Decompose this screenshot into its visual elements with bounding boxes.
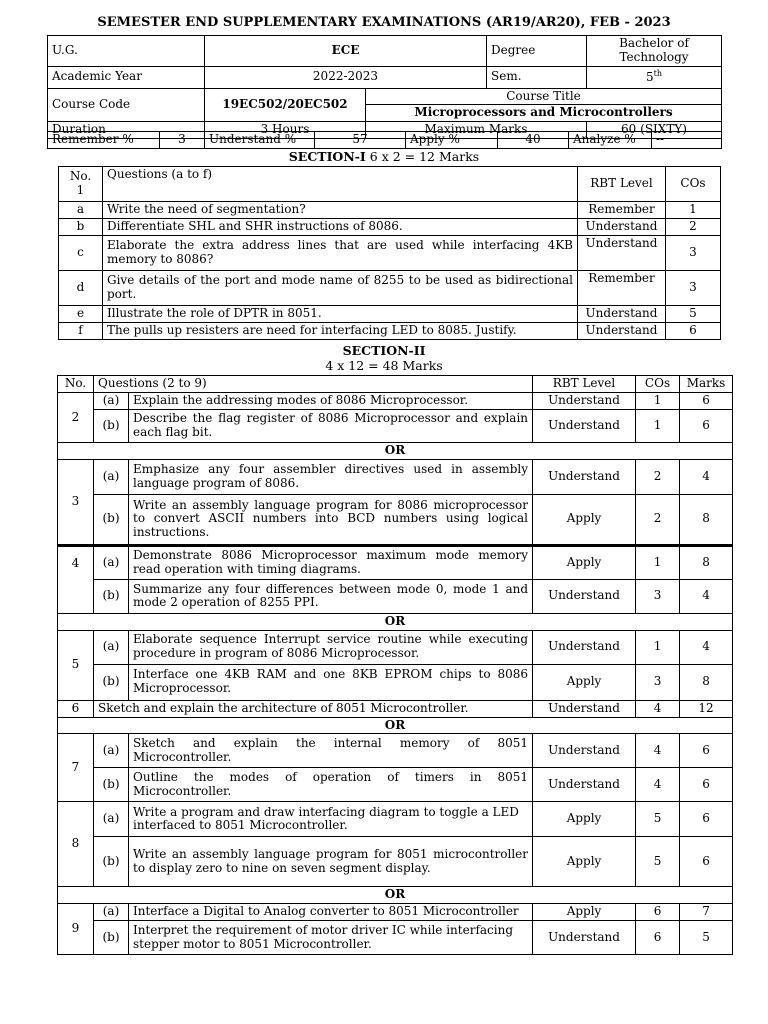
- apply-label: Apply %: [406, 132, 498, 149]
- degree: Bachelor of Technology: [587, 36, 722, 67]
- ug-label: U.G.: [48, 36, 205, 67]
- section2-table: [57, 375, 733, 955]
- table-row: (b) Write an assembly language program for 8086 microprocessor to convert ASCII numbers into BCD numbers using logical instructions. Apply 2 8: [58, 494, 733, 545]
- table-row: 6 Sketch and explain the architecture of 8051 Microcontroller. Understand 4 12: [58, 700, 733, 717]
- table-row: (b) Summarize any four differences between mode 0, mode 1 and mode 2 operation of 8255 PPI. Understand 3 4: [58, 579, 733, 613]
- table-row: d Give details of the port and mode name of 8255 to be used as bidirectional port. Remember 3: [59, 271, 721, 306]
- apply-percent: 40: [498, 132, 569, 149]
- understand-label: Understand %: [205, 132, 315, 149]
- max-marks-label: Maximum Marks: [366, 122, 587, 139]
- section1-heading: SECTION-I 6 x 2 = 12 Marks: [288, 149, 480, 164]
- col-cos-header: COs: [666, 167, 721, 202]
- branch: ECE: [205, 36, 487, 67]
- section1-table: [58, 166, 721, 340]
- analyze-label: Analyze %: [569, 132, 652, 149]
- table-row: e Illustrate the role of DPTR in 8051. Understand 5: [59, 306, 721, 323]
- table-row: c Elaborate the extra address lines that are used while interfacing 4KB memory to 8086? Understand 3: [59, 236, 721, 271]
- course-title-label: Course Title: [366, 88, 722, 105]
- duration-label: Duration: [48, 122, 205, 139]
- academic-year: 2022-2023: [205, 66, 487, 88]
- table-row: (b) Outline the modes of operation of timers in 8051 Microcontroller. Understand 4 6: [58, 768, 733, 802]
- remember-percent: 3: [160, 132, 205, 149]
- col-questions-header: Questions (2 to 9): [94, 376, 533, 393]
- table-row: (b) Describe the flag register of 8086 Microprocessor and explain each flag bit. Understand 1 6: [58, 410, 733, 443]
- table-row: 3 (a) Emphasize any four assembler directives used in assembly language program of 8086. Understand 2 4: [58, 459, 733, 494]
- table-row: 4 (a) Demonstrate 8086 Microprocessor maximum mode memory read operation with timing diagrams. Apply 1 8: [58, 545, 733, 579]
- table-row: (b) Write an assembly language program for 8051 microcontroller to display zero to nine on seven segment display. Apply 5 6: [58, 837, 733, 887]
- analyze-percent: --: [652, 132, 722, 149]
- or-divider: OR: [58, 613, 733, 630]
- table-row: b Differentiate SHL and SHR instructions of 8086. Understand 2: [59, 219, 721, 236]
- course-code-label: Course Code: [48, 88, 205, 122]
- col-questions-header: Questions (a to f): [103, 167, 578, 202]
- or-divider: OR: [58, 887, 733, 904]
- course-info-table: [47, 35, 722, 139]
- or-divider: OR: [58, 717, 733, 734]
- col-no-header: No. 1: [59, 167, 103, 202]
- table-row: (b) Interface one 4KB RAM and one 8KB EPROM chips to 8086 Microprocessor. Apply 3 8: [58, 664, 733, 700]
- remember-label: Remember %: [48, 132, 160, 149]
- col-cos-header: COs: [636, 376, 680, 393]
- col-rbt-header: RBT Level: [578, 167, 666, 202]
- table-row: 8 (a) Write a program and draw interfacing diagram to toggle a LED interfaced to 8051 Microcontroller. Apply 5 6: [58, 802, 733, 837]
- table-row: 7 (a) Sketch and explain the internal memory of 8051 Microcontroller. Understand 4 6: [58, 734, 733, 768]
- col-rbt-header: RBT Level: [533, 376, 636, 393]
- max-marks: 60 (SIXTY): [587, 122, 722, 139]
- table-row: f The pulls up resisters are need for interfacing LED to 8085. Justify. Understand 6: [59, 323, 721, 340]
- col-no-header: No.: [58, 376, 94, 393]
- section2-marks: 4 x 12 = 48 Marks: [325, 358, 443, 373]
- sem-label: Sem.: [487, 66, 587, 88]
- semester: 5th: [587, 66, 722, 88]
- section2-heading: SECTION-II: [342, 343, 426, 358]
- exam-title: SEMESTER END SUPPLEMENTARY EXAMINATIONS (AR19/AR20), FEB - 2023: [97, 15, 671, 30]
- rbt-percent-table: [47, 131, 722, 149]
- duration: 3 Hours: [205, 122, 366, 139]
- col-marks-header: Marks: [680, 376, 733, 393]
- course-title: Microprocessors and Microcontrollers: [366, 105, 722, 122]
- academic-year-label: Academic Year: [48, 66, 205, 88]
- degree-label: Degree: [487, 36, 587, 67]
- table-row: 2 (a) Explain the addressing modes of 8086 Microprocessor. Understand 1 6: [58, 393, 733, 410]
- understand-percent: 57: [315, 132, 406, 149]
- table-row: 9 (a) Interface a Digital to Analog converter to 8051 Microcontroller Apply 6 7: [58, 904, 733, 921]
- course-code: 19EC502/20EC502: [205, 88, 366, 122]
- or-divider: OR: [58, 443, 733, 460]
- table-row: (b) Interpret the requirement of motor driver IC while interfacing stepper motor to 8051 Microcontroller. Understand 6 5: [58, 921, 733, 955]
- table-row: 5 (a) Elaborate sequence Interrupt service routine while executing procedure in program of 8086 Microprocessor. Understand 1 4: [58, 630, 733, 664]
- table-row: a Write the need of segmentation? Remember 1: [59, 202, 721, 219]
